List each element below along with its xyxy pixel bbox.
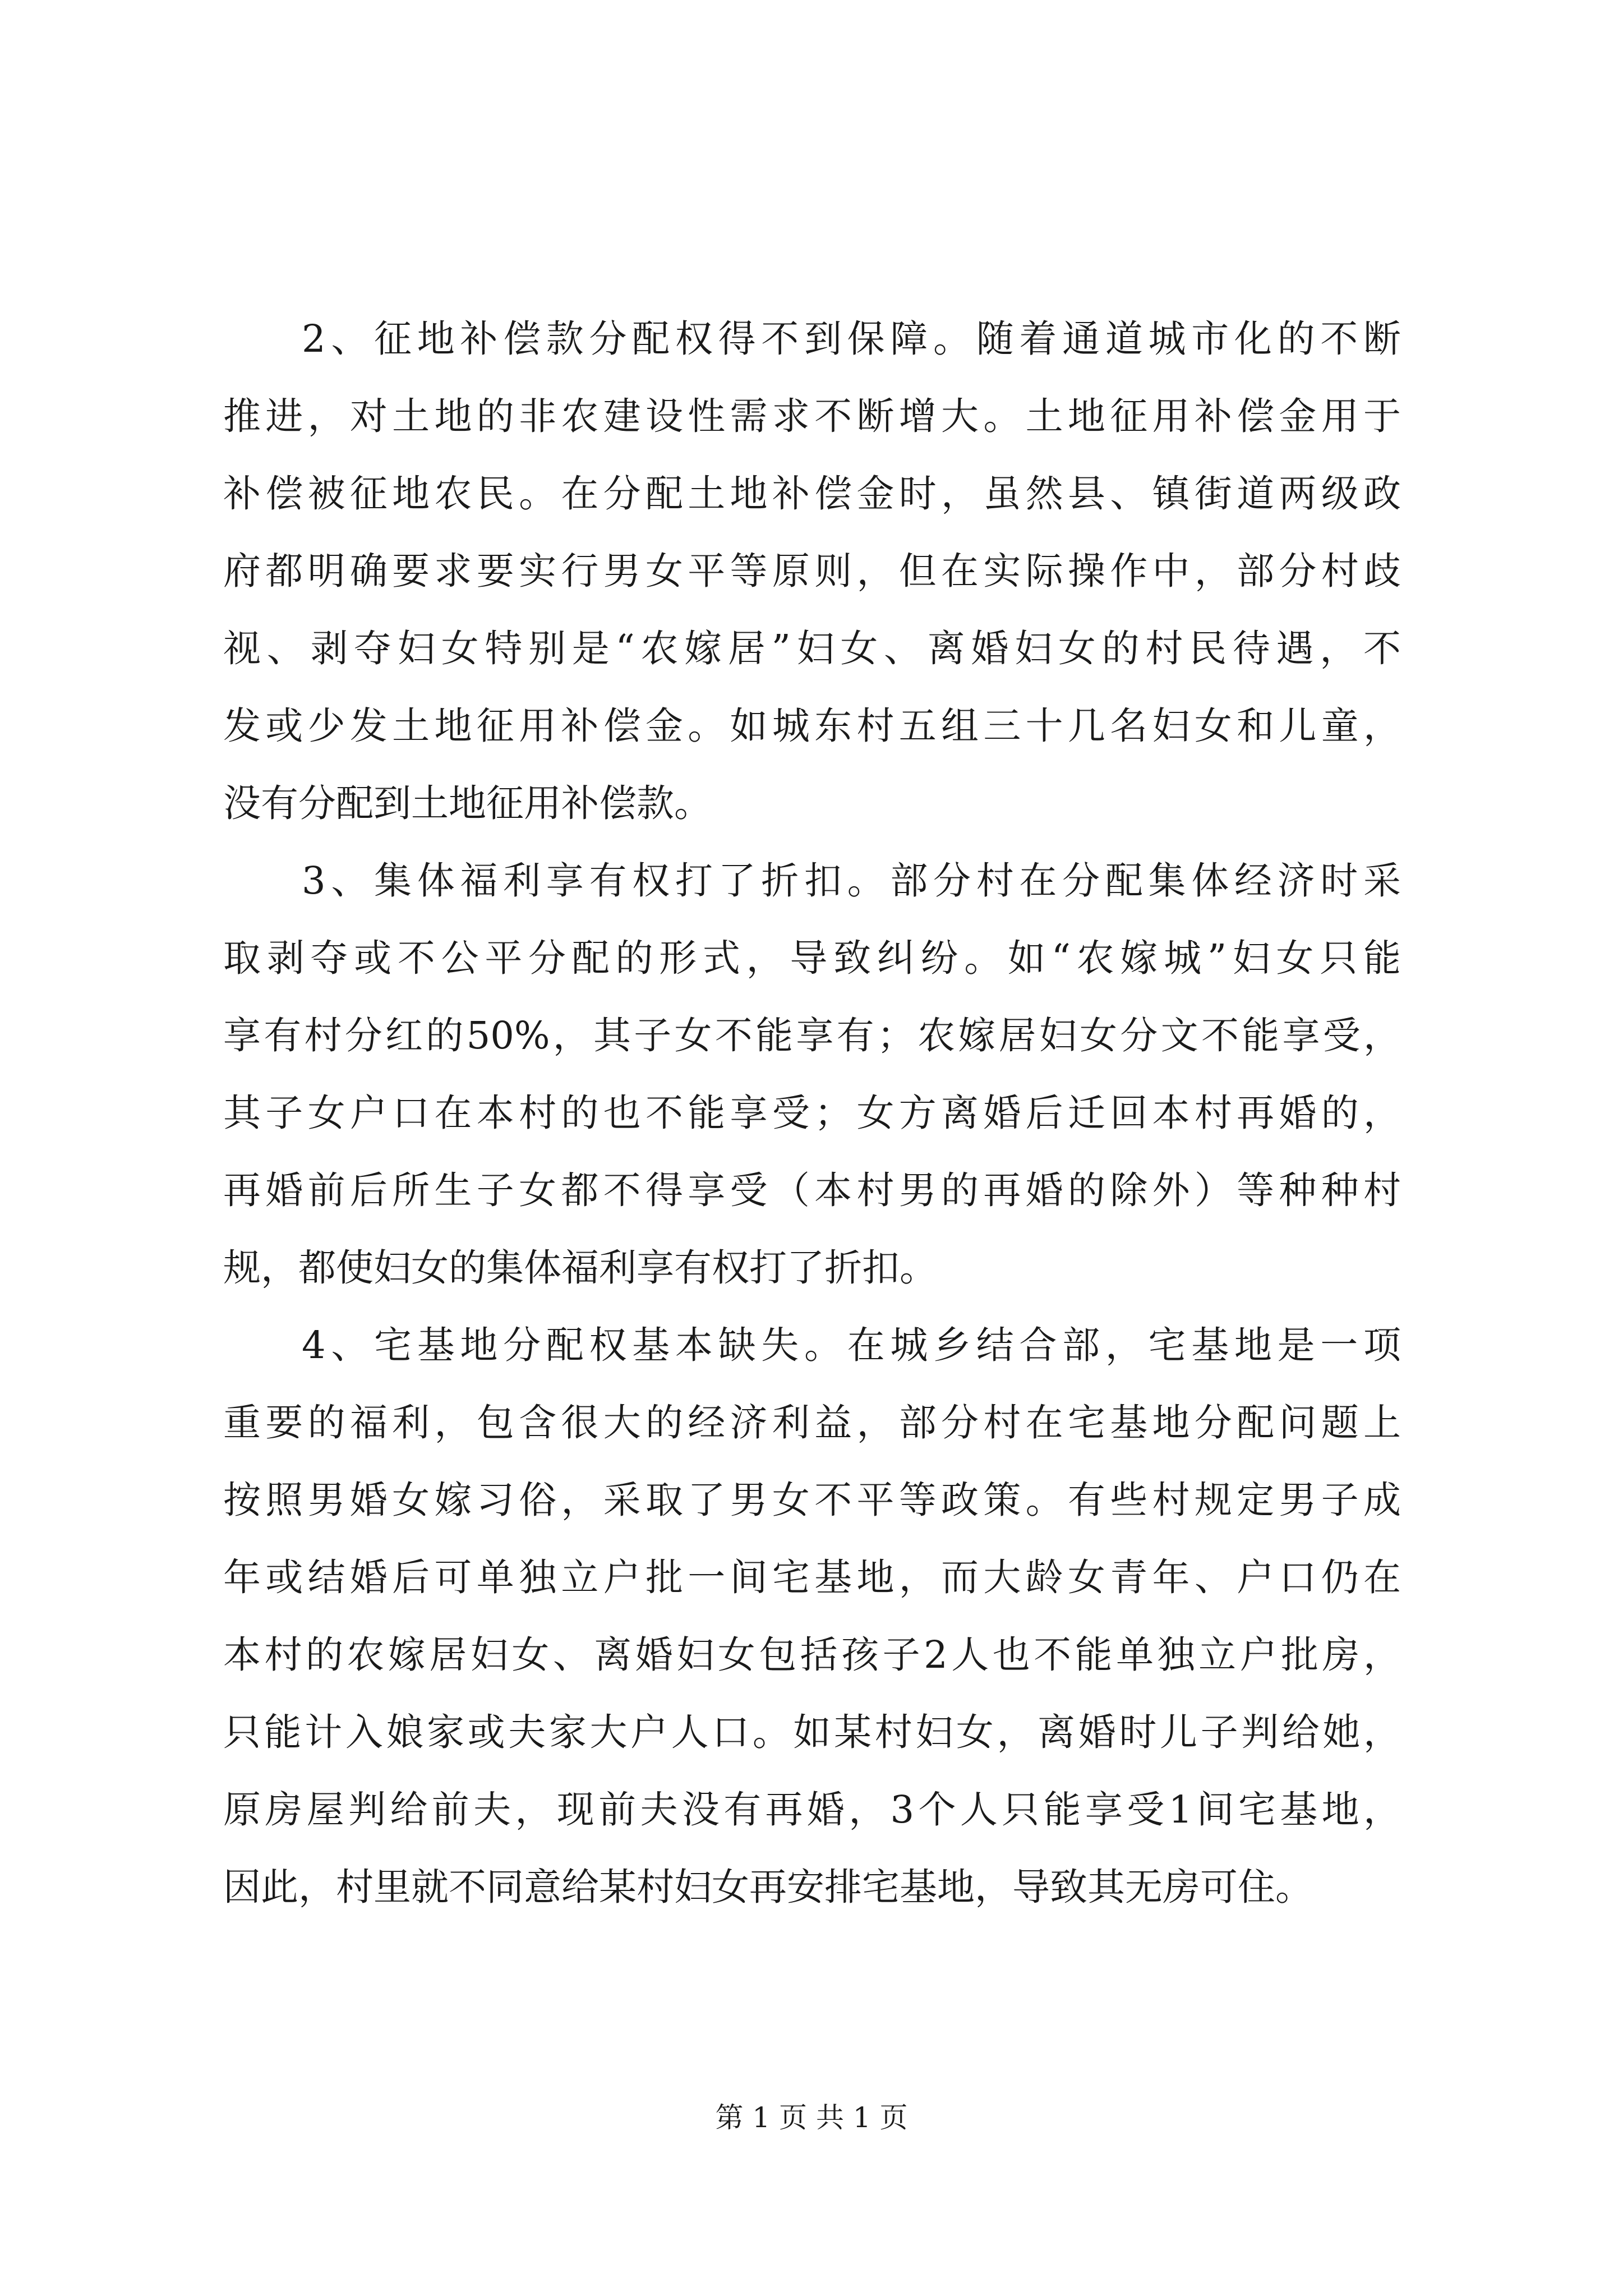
paragraph-line: 3、集体福利享有权打了折扣。部分村在分配集体经济时采: [302, 859, 1401, 903]
paragraph-line: 4、宅基地分配权基本缺失。在城乡结合部，宅基地是一项: [302, 1323, 1401, 1367]
paragraph-line: 规，都使妇女的集体福利享有权打了折扣。: [223, 1246, 937, 1290]
paragraph-line: 其子女户口在本村的也不能享受；女方离婚后迁回本村再婚的，: [223, 1091, 1401, 1135]
paragraph-line: 补偿被征地农民。在分配土地补偿金时，虽然县、镇街道两级政: [223, 472, 1401, 516]
paragraph-4: [223, 1306, 1401, 1926]
paragraph-2: [223, 300, 1401, 842]
paragraph-line: 2、征地补偿款分配权得不到保障。随着通道城市化的不断: [302, 317, 1401, 361]
paragraph-line: 年或结婚后可单独立户批一间宅基地，而大龄女青年、户口仍在: [223, 1556, 1401, 1599]
paragraph-line: 府都明确要求要实行男女平等原则，但在实际操作中，部分村歧: [223, 549, 1401, 593]
paragraph-line: 没有分配到土地征用补偿款。: [223, 781, 712, 825]
paragraph-line: 发或少发土地征用补偿金。如城东村五组三十几名妇女和儿童，: [223, 704, 1401, 748]
paragraph-3: [223, 842, 1401, 1306]
paragraph-line: 因此，村里就不同意给某村妇女再安排宅基地，导致其无房可住。: [223, 1865, 1313, 1909]
paragraph-line: 取剥夺或不公平分配的形式，导致纠纷。如“农嫁城”妇女只能: [223, 936, 1401, 980]
page-number-footer: 第 1 页 共 1 页: [715, 2101, 908, 2134]
paragraph-line: 按照男婚女嫁习俗，采取了男女不平等政策。有些村规定男子成: [223, 1478, 1401, 1522]
paragraph-line: 视、剥夺妇女特别是“农嫁居”妇女、离婚妇女的村民待遇，不: [223, 627, 1401, 670]
document-body: [223, 300, 1401, 1926]
paragraph-line: 只能计入娘家或夫家大户人口。如某村妇女，离婚时儿子判给她，: [223, 1710, 1401, 1754]
paragraph-line: 重要的福利，包含很大的经济利益，部分村在宅基地分配问题上: [223, 1401, 1401, 1444]
paragraph-line: 享有村分红的50%，其子女不能享有；农嫁居妇女分文不能享受，: [223, 1014, 1401, 1057]
paragraph-line: 再婚前后所生子女都不得享受（本村男的再婚的除外）等种种村: [223, 1168, 1401, 1212]
paragraph-line: 原房屋判给前夫，现前夫没有再婚，3个人只能享受1间宅基地，: [223, 1788, 1401, 1832]
paragraph-line: 本村的农嫁居妇女、离婚妇女包括孩子2人也不能单独立户批房，: [223, 1633, 1401, 1677]
paragraph-line: 推进，对土地的非农建设性需求不断增大。土地征用补偿金用于: [223, 394, 1401, 438]
